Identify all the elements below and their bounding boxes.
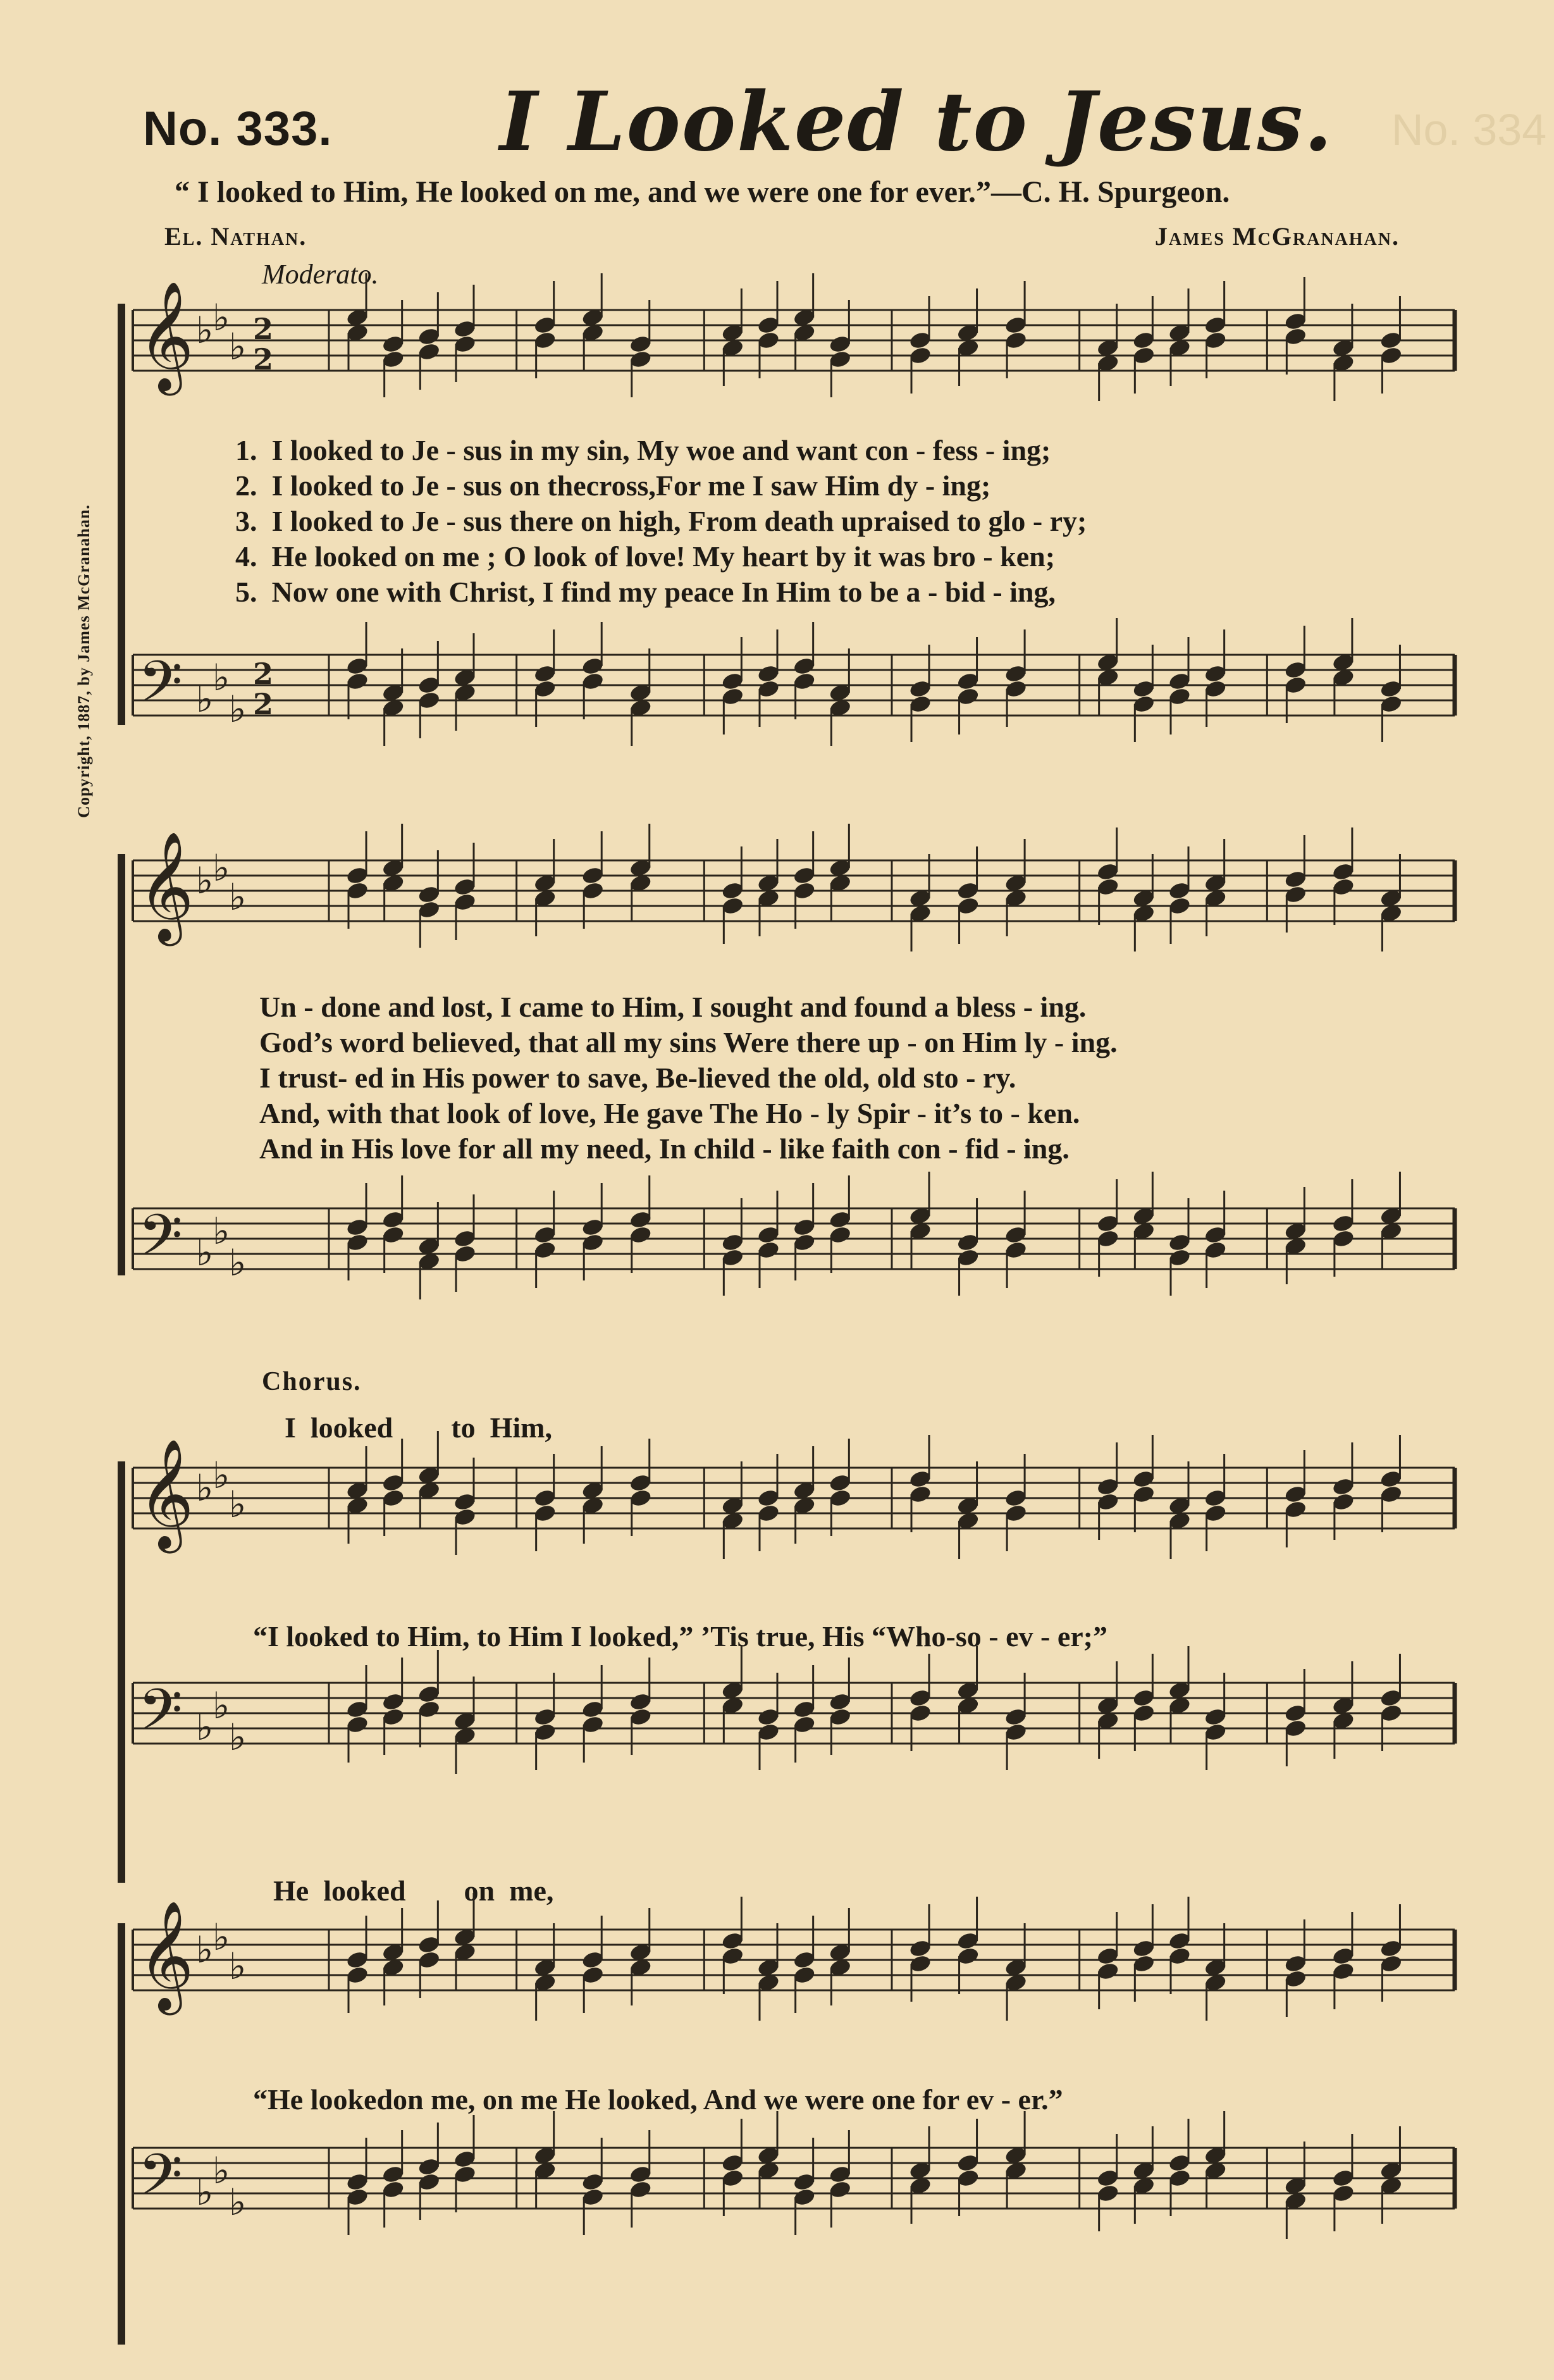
system-4-treble-staff bbox=[0, 1900, 1554, 2043]
flat-icon: ♭ bbox=[213, 656, 230, 699]
flat-icon: ♭ bbox=[196, 1928, 214, 1971]
system-2-treble-staff bbox=[0, 831, 1554, 974]
system-1-bass-staff bbox=[0, 642, 1554, 769]
treble-clef-icon: 𝄞 bbox=[138, 831, 194, 941]
flat-icon: ♭ bbox=[213, 1210, 230, 1253]
flat-icon: ♭ bbox=[229, 1241, 247, 1284]
chorus-line2-lower: “He lookedon me, on me He looked, And we were one for ev - er.” bbox=[253, 2083, 1063, 2116]
chorus-line1-upper: I looked to Him, bbox=[285, 1411, 552, 1444]
verse-3-line2: I trust- ed in His power to save, Be-lieved the old, old sto - ry. bbox=[259, 1062, 1016, 1094]
verse-5-line1: 5. Now one with Christ, I find my peace In Him to be a - bid - ing, bbox=[235, 576, 1056, 608]
lyricist-credit: El. Nathan. bbox=[164, 222, 307, 251]
flat-icon: ♭ bbox=[213, 846, 230, 889]
verse-4-line2: And, with that look of love, He gave The Ho - ly Spir - it’s to - ken. bbox=[259, 1097, 1080, 1129]
flat-icon: ♭ bbox=[229, 1945, 247, 1988]
flat-icon: ♭ bbox=[196, 1706, 214, 1749]
flat-icon: ♭ bbox=[229, 688, 247, 731]
chorus-label: Chorus. bbox=[262, 1367, 362, 1396]
flat-icon: ♭ bbox=[229, 876, 247, 919]
flat-icon: ♭ bbox=[213, 1454, 230, 1497]
verse-2-line2: God’s word believed, that all my sins Were there up - on Him ly - ing. bbox=[259, 1026, 1118, 1058]
flat-icon: ♭ bbox=[229, 1483, 247, 1526]
verses-line2-block bbox=[259, 990, 1118, 1167]
flat-icon: ♭ bbox=[196, 859, 214, 902]
flat-icon: ♭ bbox=[196, 1231, 214, 1274]
verse-1-line2: Un - done and lost, I came to Him, I sought and found a bless - ing. bbox=[259, 991, 1087, 1023]
system-3-treble-staff bbox=[0, 1439, 1554, 1582]
time-sig-bottom: 2 bbox=[253, 687, 274, 721]
composer-credit: James McGranahan. bbox=[1154, 222, 1400, 251]
bass-clef-icon: 𝄢 bbox=[138, 2141, 183, 2222]
time-sig-top: 2 bbox=[253, 657, 274, 691]
system-2-bass-staff bbox=[0, 1196, 1554, 1322]
bleedthrough-text: No. 334 bbox=[1391, 105, 1547, 154]
verse-3-line1: 3. I looked to Je - sus there on high, From death upraised to glo - ry; bbox=[235, 505, 1087, 537]
hymn-number: No. 333. bbox=[143, 102, 333, 156]
bass-clef-icon: 𝄢 bbox=[138, 1677, 183, 1757]
verse-1-line1: 1. I looked to Je - sus in my sin, My woe and want con - fess - ing; bbox=[235, 434, 1051, 466]
treble-clef-icon: 𝄞 bbox=[138, 1439, 194, 1549]
chorus-line1-lower: “I looked to Him, to Him I looked,” ’Tis true, His “Who-so - ev - er;” bbox=[253, 1620, 1107, 1652]
flat-icon: ♭ bbox=[213, 2149, 230, 2192]
tempo-marking: Moderato. bbox=[262, 259, 379, 290]
bass-clef-icon: 𝄢 bbox=[138, 1202, 183, 1283]
epigraph: “ I looked to Him, He looked on me, and we were one for ever.”—C. H. Spurgeon. bbox=[175, 175, 1230, 209]
verse-4-line1: 4. He looked on me ; O look of love! My heart by it was bro - ken; bbox=[235, 540, 1056, 573]
flat-icon: ♭ bbox=[229, 1716, 247, 1759]
flat-icon: ♭ bbox=[229, 325, 247, 368]
time-sig-bottom: 2 bbox=[253, 342, 274, 376]
verse-2-line1: 2. I looked to Je - sus on thecross,For me I saw Him dy - ing; bbox=[235, 469, 991, 502]
flat-icon: ♭ bbox=[196, 2171, 214, 2214]
treble-clef-icon: 𝄞 bbox=[138, 281, 194, 391]
system-1-treble-staff bbox=[0, 281, 1554, 424]
flat-icon: ♭ bbox=[196, 678, 214, 721]
flat-icon: ♭ bbox=[213, 296, 230, 339]
flat-icon: ♭ bbox=[196, 1466, 214, 1509]
treble-clef-icon: 𝄞 bbox=[138, 1900, 194, 2011]
flat-icon: ♭ bbox=[213, 1684, 230, 1727]
verses-line1-block bbox=[235, 433, 1087, 610]
hymn-title: I Looked to Jesus. bbox=[500, 75, 1334, 170]
chorus-line2-upper: He looked on me, bbox=[273, 1875, 554, 1907]
flat-icon: ♭ bbox=[229, 2181, 247, 2224]
system-4-bass-staff bbox=[0, 2135, 1554, 2262]
copyright-notice: Copyright, 1887, by James McGranahan. bbox=[75, 504, 93, 818]
bass-clef-icon: 𝄢 bbox=[138, 648, 183, 729]
system-3-bass-staff bbox=[0, 1670, 1554, 1797]
flat-icon: ♭ bbox=[213, 1916, 230, 1959]
verse-5-line2: And in His love for all my need, In child - like faith con - fid - ing. bbox=[259, 1132, 1070, 1165]
time-sig-top: 2 bbox=[253, 312, 274, 346]
flat-icon: ♭ bbox=[196, 309, 214, 352]
